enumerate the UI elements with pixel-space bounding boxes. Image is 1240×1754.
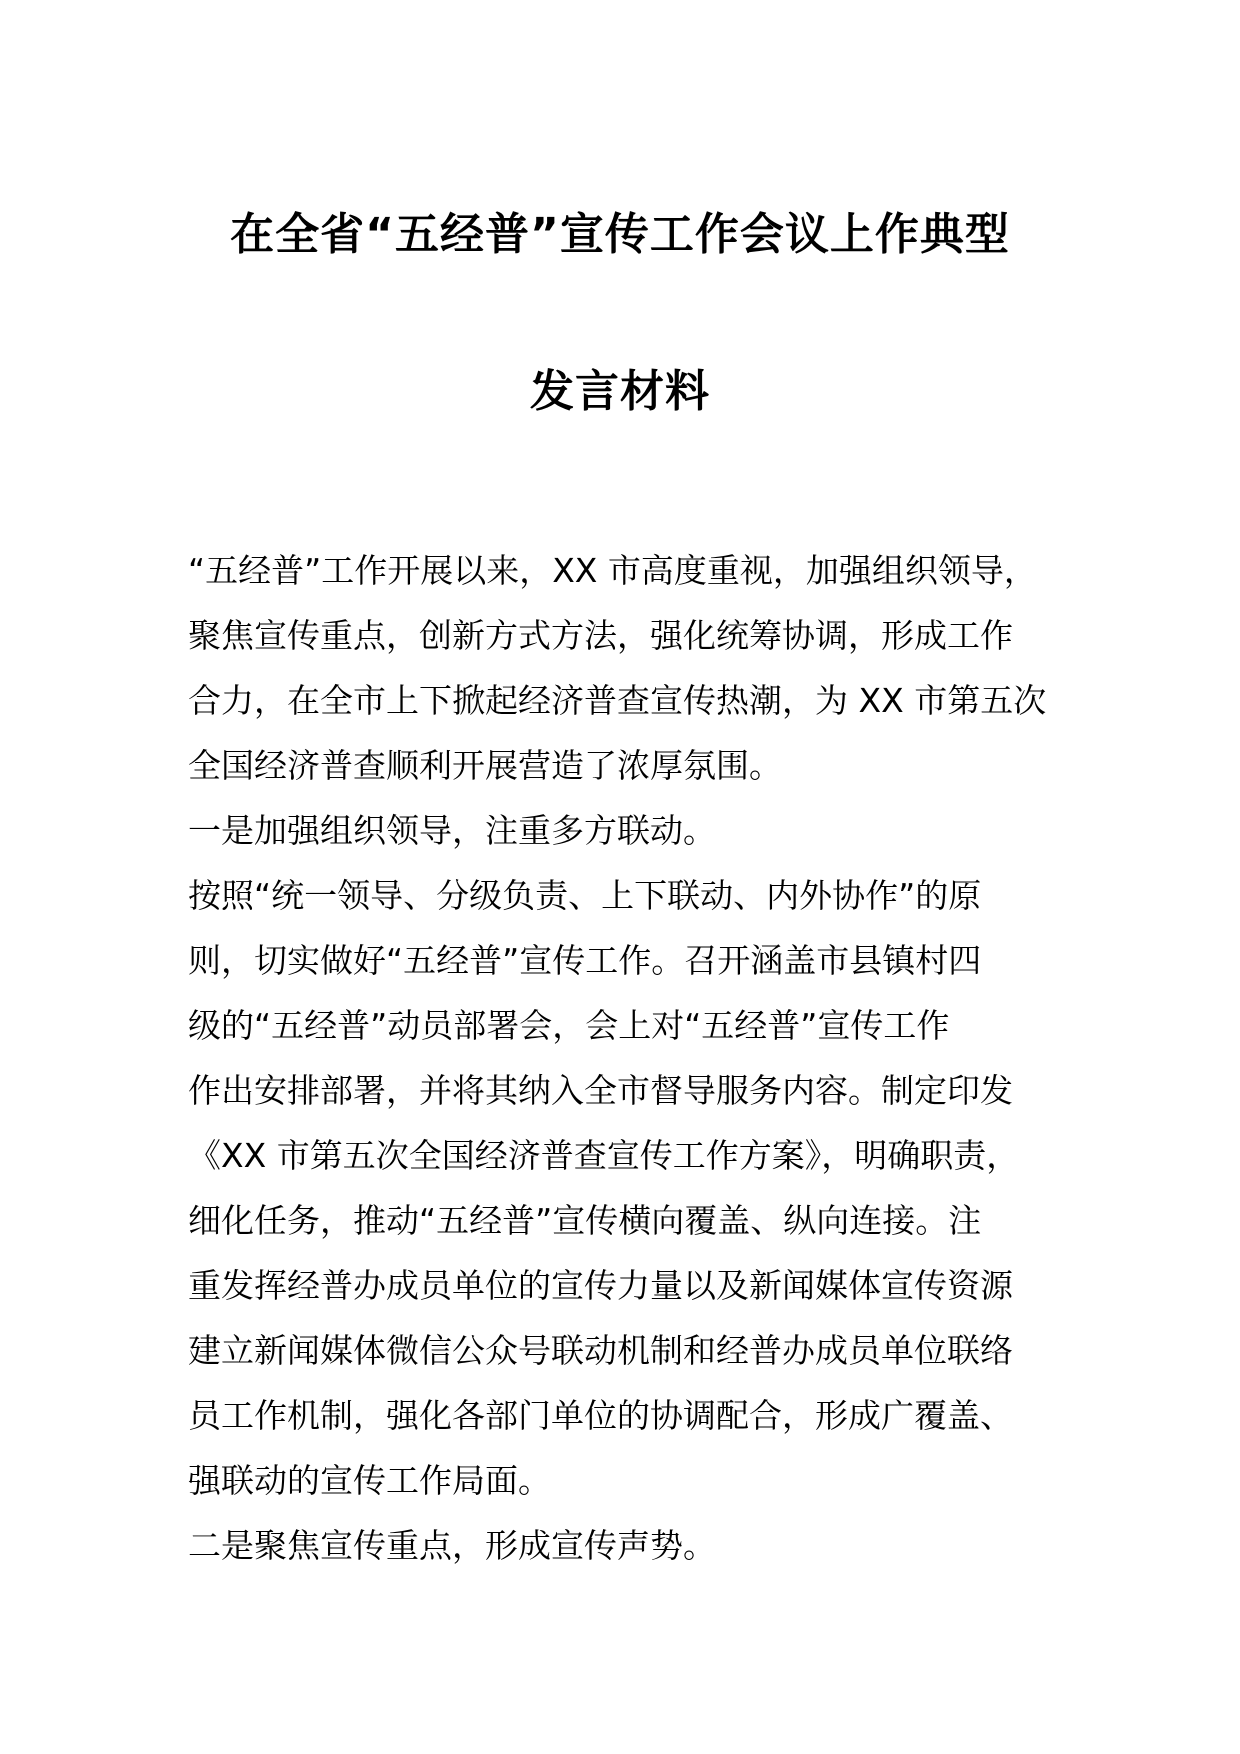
section-heading-1: 一是加强组织领导，注重多方联动。: [188, 811, 716, 850]
body-line: 《XX 市第五次全国经济普查宣传工作方案》，明确职责，: [188, 1136, 1020, 1175]
document-title-line-1: 在全省“五经普”宣传工作会议上作典型: [230, 209, 1010, 260]
body-line: 级的“五经普”动员部署会，会上对“五经普”宣传工作: [188, 1006, 950, 1045]
section-heading-2: 二是聚焦宣传重点，形成宣传声势。: [188, 1526, 716, 1565]
body-line: 则，切实做好“五经普”宣传工作。召开涵盖市县镇村四: [188, 941, 982, 980]
body-line: 员工作机制，强化各部门单位的协调配合，形成广覆盖、: [188, 1396, 1013, 1435]
body-line: “五经普”工作开展以来，XX 市高度重视，加强组织领导，: [188, 551, 1037, 590]
body-line: 重发挥经普办成员单位的宣传力量以及新闻媒体宣传资源: [188, 1266, 1013, 1305]
body-line: 细化任务，推动“五经普”宣传横向覆盖、纵向连接。注: [188, 1201, 982, 1240]
body-line: 聚焦宣传重点，创新方式方法，强化统筹协调，形成工作: [188, 616, 1013, 655]
body-line: 作出安排部署，并将其纳入全市督导服务内容。制定印发: [188, 1071, 1013, 1110]
body-line: 全国经济普查顺利开展营造了浓厚氛围。: [188, 746, 782, 785]
body-line: 按照“统一领导、分级负责、上下联动、内外协作”的原: [188, 876, 982, 915]
body-line: 合力，在全市上下掀起经济普查宣传热潮，为 XX 市第五次: [188, 681, 1047, 720]
document-body: [188, 538, 1058, 1578]
body-line: 建立新闻媒体微信公众号联动机制和经普办成员单位联络: [188, 1331, 1013, 1370]
document-title-line-2: 发言材料: [530, 366, 710, 417]
body-line: 强联动的宣传工作局面。: [188, 1461, 551, 1500]
